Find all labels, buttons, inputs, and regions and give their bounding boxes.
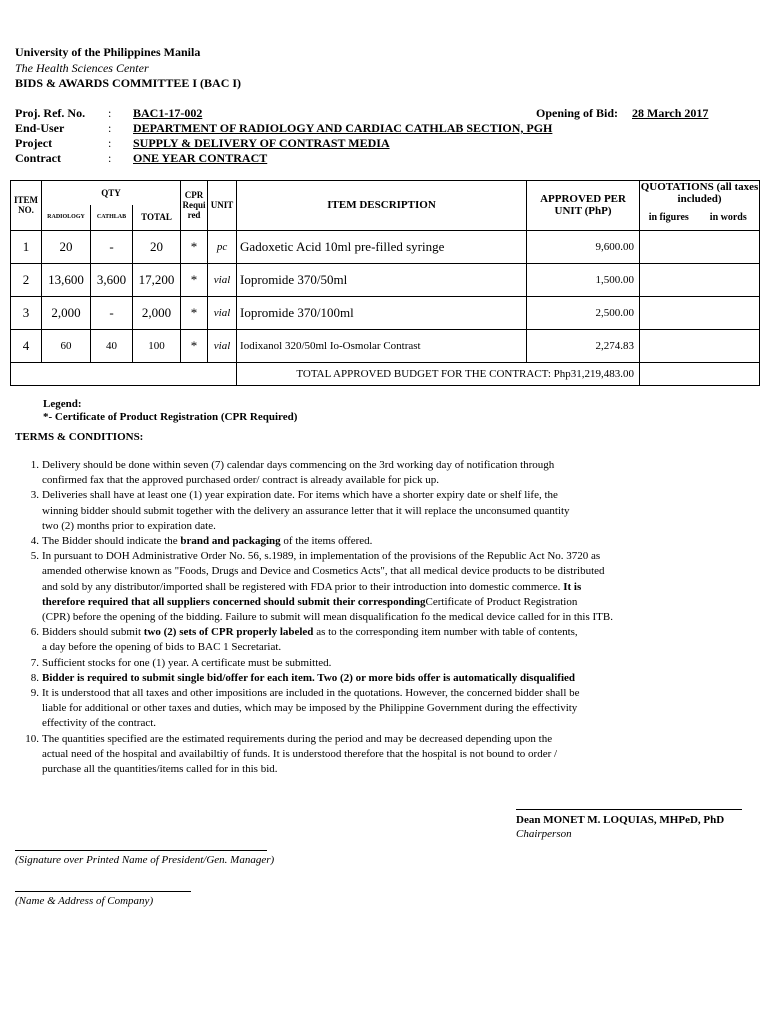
quotations-header: QUOTATIONS (all taxes included) [640, 181, 759, 205]
chair-name: Dean MONET M. LOQUIAS, MHPeD, PhD [516, 814, 725, 826]
contract-value: ONE YEAR CONTRACT [133, 151, 268, 165]
cpr-mark: * [181, 296, 208, 329]
colon: : [108, 121, 112, 135]
term-number: 9. [30, 687, 39, 700]
term-item [15, 534, 705, 549]
cpr-header: CPR Requi red [181, 181, 208, 231]
term-number: 8. [30, 671, 39, 684]
quote-figures [640, 230, 698, 263]
term-line: effectivity of the contract. [42, 717, 157, 730]
approved-price: 2,274.83 [527, 329, 640, 362]
term-line: Bidders should submit two (2) sets of CPR properly labeled as to the corresponding item number with table of contents, [42, 626, 578, 639]
quote-figures [640, 263, 698, 296]
term-item [15, 671, 705, 686]
term-line: The Bidder should indicate the brand and packaging of the items offered. [42, 535, 373, 548]
item-description: Iopromide 370/100ml [237, 296, 527, 329]
quote-words [698, 263, 760, 296]
term-number: 4. [30, 535, 39, 548]
terms-heading: TERMS & CONDITIONS: [15, 431, 144, 443]
table-row [11, 263, 760, 296]
term-line: actual need of the hospital and availabiltiy of funds. It is understood therefore that the hospital is not bound to order / [42, 747, 558, 760]
term-line: Bidder is required to submit single bid/offer for each item. Two (2) or more bids offer is automatically disqualified [42, 671, 575, 684]
cathlab-qty: 3,600 [91, 263, 133, 296]
opening-of-bid-label: Opening of Bid: [536, 106, 619, 120]
term-item [15, 686, 705, 732]
table-row [11, 296, 760, 329]
term-item [15, 488, 705, 534]
table-row [11, 230, 760, 263]
approved-price: 1,500.00 [527, 263, 640, 296]
term-line: a day before the opening of bids to BAC 1 Secretariat. [42, 641, 282, 654]
qty-header: QTY [42, 181, 181, 206]
term-line: winning bidder should submit together with the delivery an assurance letter that it will replace the unconsumed quantity [42, 504, 570, 517]
total-qty: 100 [133, 329, 181, 362]
company-label: (Name & Address of Company) [15, 895, 154, 907]
approved-price: 9,600.00 [527, 230, 640, 263]
item-no: 4 [11, 329, 42, 362]
item-no: 1 [11, 230, 42, 263]
proj-ref-value: BAC1-17-002 [133, 106, 203, 120]
proj-ref-label: Proj. Ref. No. [15, 106, 86, 120]
total-header: TOTAL [133, 205, 181, 230]
cpr-mark: * [181, 329, 208, 362]
terms-list [15, 458, 705, 777]
term-line: It is understood that all taxes and other impositions are included in the quotations. However, the concerned bidder shall be [42, 687, 580, 700]
cathlab-header: CATHLAB [91, 205, 133, 230]
term-number: 10. [25, 732, 39, 745]
item-no: 3 [11, 296, 42, 329]
term-line: therefore required that all suppliers concerned should submit their correspondingCertificate of Product Registration [42, 595, 578, 608]
term-item [15, 549, 705, 625]
colon: : [108, 136, 112, 150]
contract-label: Contract [15, 151, 61, 165]
term-line: Deliveries shall have at least one (1) year expiration date. For items which have a shorter expiry date or shelf life, the [42, 489, 558, 502]
term-line: amended otherwise known as "Foods, Drugs and Device and Cosmetics Acts", that all medical device products to be distributed [42, 565, 605, 578]
center-name: The Health Sciences Center [15, 61, 149, 75]
unit: vial [208, 329, 237, 362]
quote-words [698, 296, 760, 329]
term-line: (CPR) before the opening of the bidding. Failure to submit will mean disqualification fo the medical device called for in this ITB. [42, 611, 613, 624]
colon: : [108, 106, 112, 120]
total-row [11, 362, 760, 385]
quote-words [698, 230, 760, 263]
cpr-mark: * [181, 263, 208, 296]
term-line: Sufficient stocks for one (1) year. A certificate must be submitted. [42, 656, 332, 669]
in-words-header: in words [698, 205, 760, 230]
cathlab-qty: - [91, 230, 133, 263]
term-number: 7. [30, 656, 39, 669]
term-number: 3. [30, 489, 39, 502]
chair-signature-line [516, 809, 742, 810]
radiology-qty: 60 [42, 329, 91, 362]
unit-header: UNIT [208, 181, 237, 231]
item-description: Iodixanol 320/50ml Io-Osmolar Contrast [237, 329, 527, 362]
end-user-value: DEPARTMENT OF RADIOLOGY AND CARDIAC CATHLAB SECTION, PGH [133, 121, 553, 135]
term-line: liable for additional or other taxes and duties, which may be imposed by the Philippine Government during the effectivity [42, 702, 578, 715]
term-line: The quantities specified are the estimated requirements during the period and may be decreased depending upon the [42, 732, 553, 745]
term-number: 1. [30, 459, 39, 471]
radiology-qty: 2,000 [42, 296, 91, 329]
company-line [15, 891, 191, 892]
cathlab-qty: 40 [91, 329, 133, 362]
approved-price: 2,500.00 [527, 296, 640, 329]
unit: vial [208, 296, 237, 329]
radiology-qty: 13,600 [42, 263, 91, 296]
chair-title: Chairperson [516, 828, 572, 840]
item-description: Iopromide 370/50ml [237, 263, 527, 296]
project-value: SUPPLY & DELIVERY OF CONTRAST MEDIA [133, 136, 390, 150]
term-item [15, 458, 705, 488]
term-item [15, 656, 705, 671]
item-description-header: ITEM DESCRIPTION [237, 181, 527, 231]
project-label: Project [15, 136, 53, 150]
quote-figures [640, 296, 698, 329]
radiology-header: RADIOLOGY [42, 205, 91, 230]
item-description: Gadoxetic Acid 10ml pre-filled syringe [237, 230, 527, 263]
term-number: 6. [30, 626, 39, 639]
in-figures-header: in figures [640, 205, 698, 230]
colon: : [108, 151, 112, 165]
quote-words [698, 329, 760, 362]
legend-text: *- Certificate of Product Registration (CPR Required) [43, 411, 298, 423]
cathlab-qty: - [91, 296, 133, 329]
radiology-qty: 20 [42, 230, 91, 263]
term-line: Delivery should be done within seven (7) calendar days commencing on the 3rd working day of notification through [42, 459, 555, 471]
committee-name: BIDS & AWARDS COMMITTEE I (BAC I) [15, 76, 242, 90]
term-line: purchase all the quantities/items called for in this bid. [42, 763, 278, 776]
term-number: 5. [30, 550, 39, 563]
term-line: two (2) months prior to expiration date. [42, 519, 216, 532]
term-line: and sold by any distributor/imported shall be registered with FDA prior to their introduction into domestic commerce. It is [42, 580, 582, 593]
total-qty: 17,200 [133, 263, 181, 296]
term-item [15, 625, 705, 655]
item-no-header: ITEM NO. [11, 181, 42, 231]
items-table [10, 180, 760, 386]
university-name: University of the Philippines Manila [15, 45, 201, 59]
end-user-label: End-User [15, 121, 65, 135]
total-qty: 20 [133, 230, 181, 263]
term-line: In pursuant to DOH Administrative Order No. 56, s.1989, in implementation of the provisions of the Republic Act No. 3720 as [42, 550, 601, 563]
term-line: confirmed fax that the approved purchased order/ contract is already available for pick up. [42, 474, 440, 487]
total-budget-label: TOTAL APPROVED BUDGET FOR THE CONTRACT: [296, 367, 551, 380]
total-qty: 2,000 [133, 296, 181, 329]
opening-of-bid-date: 28 March 2017 [632, 106, 709, 120]
unit: pc [208, 230, 237, 263]
legend-title: Legend: [43, 398, 82, 410]
item-no: 2 [11, 263, 42, 296]
total-budget [237, 362, 640, 385]
table-row [11, 329, 760, 362]
quote-figures [640, 329, 698, 362]
total-budget-value: Php31,219,483.00 [553, 367, 635, 380]
president-signature-label: (Signature over Printed Name of President/Gen. Manager) [15, 854, 275, 866]
term-item [15, 732, 705, 778]
cpr-mark: * [181, 230, 208, 263]
unit: vial [208, 263, 237, 296]
approved-per-unit-header: APPROVED PER UNIT (PhP) [527, 181, 640, 231]
president-signature-line [15, 850, 267, 851]
